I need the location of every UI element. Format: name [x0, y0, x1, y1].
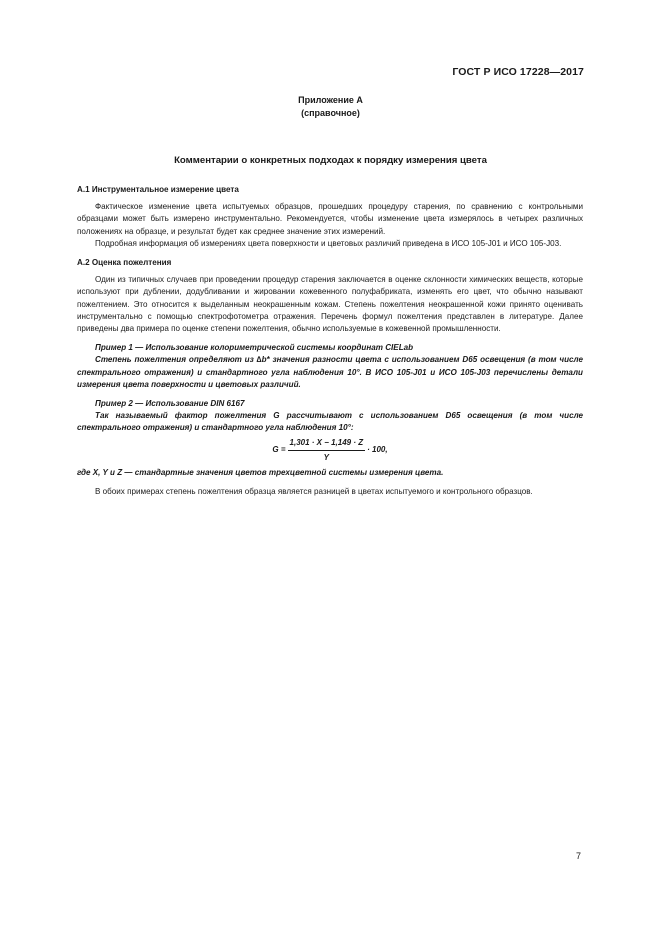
section-a1-paragraph-1: Фактическое изменение цвета испытуемых образцов, прошедших процедуру старения, по сравнению с контрольными образцами может быть измерено инструментально. Рекомендуется, чтобы изменение цвета измерялось в четырех различных положениях на образце, и результат будет как среднее значение этих измерений.	[77, 202, 583, 236]
appendix-label: Приложение А	[298, 95, 363, 105]
page-number: 7	[575, 851, 581, 861]
formula-numerator: 1,301 · X − 1,149 · Z	[288, 437, 366, 451]
section-a2-paragraph-1: Один из типичных случаев при проведении процедур старения заключается в оценке склонности химических веществ, которые используют при дублении, додубливании и жировании кожевенного полуфабриката, изменять его цвет, что обычно называют пожелтением. Это относится к выделанным неокрашенным кожам. Степень пожелтения неокрашенной кожи принято оценивать инструментально с помощью спектрофотометра отражения. Перечень формул пожелтения представлен в литературе. Далее приведены два примера по оценке степени пожелтения, обычно используемые в кожевенной промышленности.	[77, 275, 583, 334]
page-title: Комментарии о конкретных подходах к порядку измерения цвета	[174, 155, 487, 166]
conclusion-paragraph: В обоих примерах степень пожелтения образца является разницей в цветах испытуемого и контрольного образцов.	[95, 487, 533, 497]
formula-where-clause: где X, Y и Z — стандартные значения цветов трехцветной системы измерения цвета.	[77, 468, 444, 478]
example-2-text: Так называемый фактор пожелтения G рассчитывают с использованием D65 освещения (в том числе спектрального отражения) и стандартного угла наблюдения 10°:	[77, 411, 583, 433]
section-a2-heading: А.2 Оценка пожелтения	[77, 258, 172, 268]
example-1-title: Пример 1 — Использование колориметрической системы координат CIELab	[95, 343, 414, 353]
section-a1-paragraph-2: Подробная информация об измерениях цвета поверхности и цветовых различий приведена в ИСО 105-J01 и ИСО 105-J03.	[95, 238, 562, 248]
formula-lhs: G =	[272, 445, 286, 455]
appendix-type: (справочное)	[301, 108, 360, 118]
formula-denominator: Y	[323, 452, 329, 462]
formula-rhs: · 100,	[367, 445, 388, 455]
standard-header: ГОСТ Р ИСО 17228—2017	[452, 66, 584, 78]
example-2-title: Пример 2 — Использование DIN 6167	[95, 399, 245, 409]
document-body	[77, 184, 583, 498]
section-a1-heading: А.1 Инструментальное измерение цвета	[77, 185, 239, 194]
yellowing-formula	[77, 437, 583, 464]
example-1-text: Степень пожелтения определяют из ∆b* значения разности цвета с использованием D65 освещения (в том числе спектрального отражения) и стандартного угла наблюдения 10°. В ИСО 105-J01 и ИСО 105-J03 перечислены детали измерения цвета поверхности и цветовых различий.	[77, 355, 583, 389]
formula-fraction	[288, 437, 366, 464]
